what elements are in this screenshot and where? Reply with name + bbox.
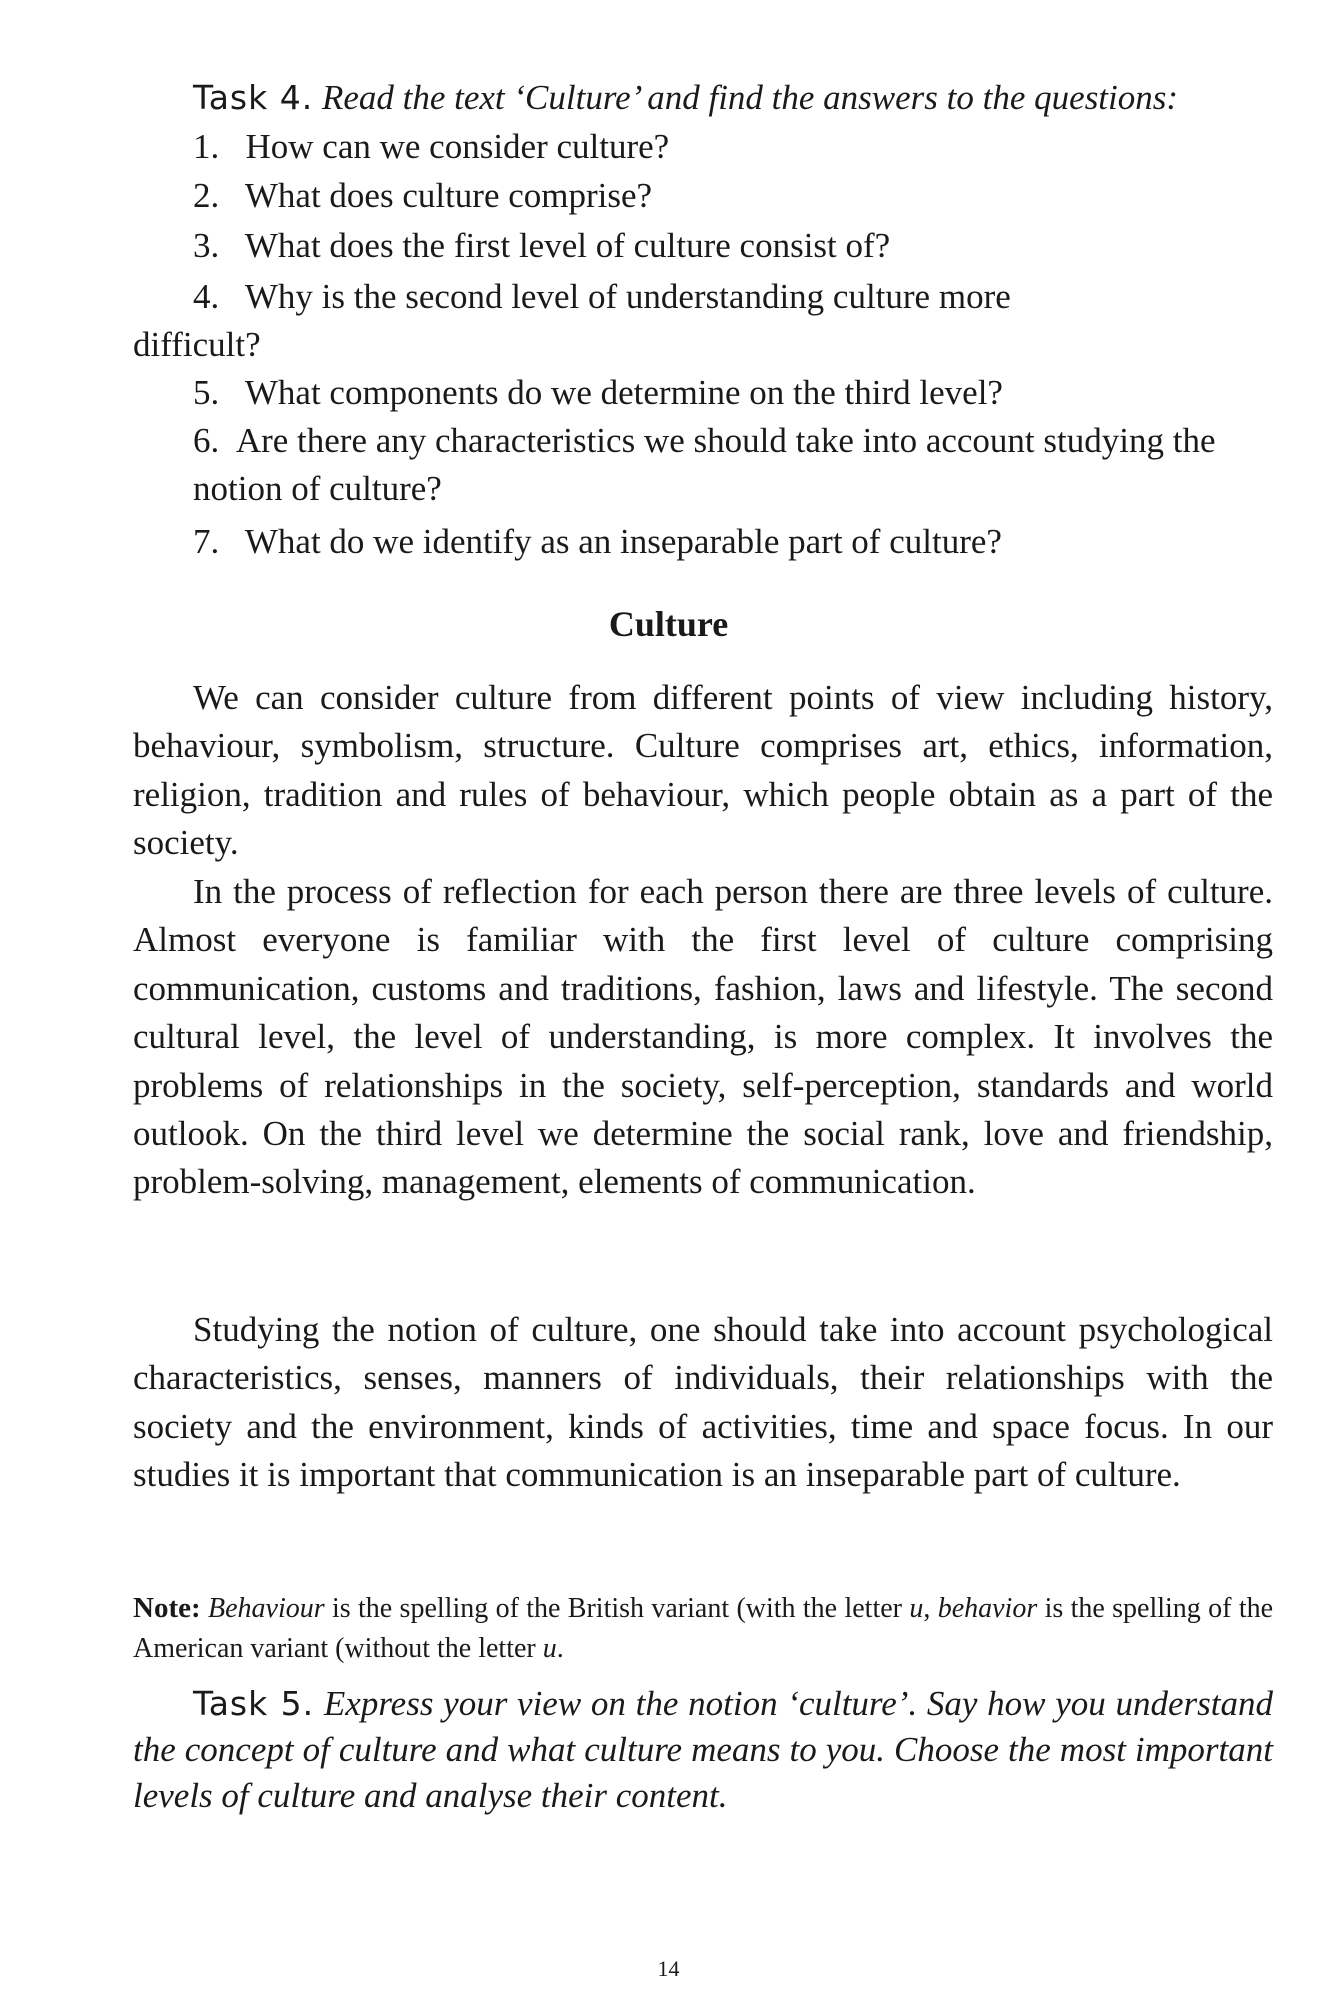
- question-number: 1.: [193, 127, 237, 166]
- question-text: What does culture comprise?: [244, 176, 653, 215]
- question-item: [193, 123, 669, 171]
- question-item: [193, 369, 1003, 417]
- note-text: is the spelling of the American variant (without the letter: [133, 1593, 1274, 1664]
- question-item: [193, 273, 1273, 321]
- question-text: difficult?: [133, 325, 261, 364]
- question-item-continuation: [133, 321, 261, 369]
- spelling-note: [133, 1588, 1273, 1669]
- note-word-american: behavior: [937, 1593, 1038, 1624]
- question-item: [193, 417, 1258, 513]
- note-separator: ,: [923, 1593, 938, 1624]
- task5-label: Task 5.: [193, 1684, 315, 1723]
- question-text: What components do we determine on the third level?: [244, 373, 1003, 412]
- question-item: [193, 518, 1002, 566]
- question-text: Are there any characteristics we should take into account studying the notion of culture?: [193, 421, 1216, 508]
- question-text: Why is the second level of understanding culture more: [244, 277, 1011, 316]
- text-title: Culture: [608, 604, 729, 644]
- paragraph: We can consider culture from different points of view including history, behaviour, symbolism, structure. Culture comprises art, ethics, information, religion, tradition and rules of behaviour, which people obtain as a part of the society.: [133, 678, 1273, 863]
- question-text: What do we identify as an inseparable part of culture?: [244, 522, 1002, 561]
- question-number: 7.: [193, 522, 237, 561]
- note-label: Note:: [133, 1592, 201, 1624]
- task5-instruction: Express your view on the notion ‘culture’. Say how you understand the concept of culture and what culture means to you. Choose the most important levels of culture and analyse their content.: [133, 1684, 1274, 1815]
- question-number: 5.: [193, 373, 237, 412]
- page-number: 14: [657, 1956, 680, 1981]
- note-text: is the spelling of the British variant (with the letter: [324, 1593, 910, 1624]
- question-number: 4.: [193, 277, 237, 316]
- task4-label: Task 4.: [193, 78, 314, 117]
- note-letter: u: [542, 1633, 557, 1664]
- question-item: [193, 172, 652, 220]
- question-item: [193, 222, 890, 270]
- question-text: What does the first level of culture consist of?: [244, 226, 891, 265]
- question-number: 3.: [193, 226, 237, 265]
- question-number: 6.: [193, 421, 220, 460]
- task4-heading: [193, 75, 1273, 120]
- task5-block: [133, 1681, 1273, 1819]
- question-number: 2.: [193, 176, 237, 215]
- question-text: How can we consider culture?: [245, 127, 670, 166]
- paragraph: Studying the notion of culture, one should take into account psychological characteristics, senses, manners of individuals, their relationships with the society and the environment, kinds of activities, time and space focus. In our studies it is important that communication is an inseparable part of culture.: [133, 1310, 1273, 1495]
- paragraph: In the process of reflection for each person there are three levels of culture. Almost everyone is familiar with the first level of culture comprising communication, customs and traditions, fashion, laws and lifestyle. The second cultural level, the level of understanding, is more complex. It involves the problems of relationships in the society, self-perception, standards and world outlook. On the third level we determine the social rank, love and friendship, problem-solving, management, elements of communication.: [133, 872, 1273, 1202]
- note-end: .: [556, 1633, 564, 1664]
- note-word-british: Behaviour: [208, 1593, 325, 1624]
- task4-instruction: Read the text ‘Culture’ and find the answers to the questions:: [321, 78, 1179, 117]
- note-letter: u: [909, 1593, 924, 1624]
